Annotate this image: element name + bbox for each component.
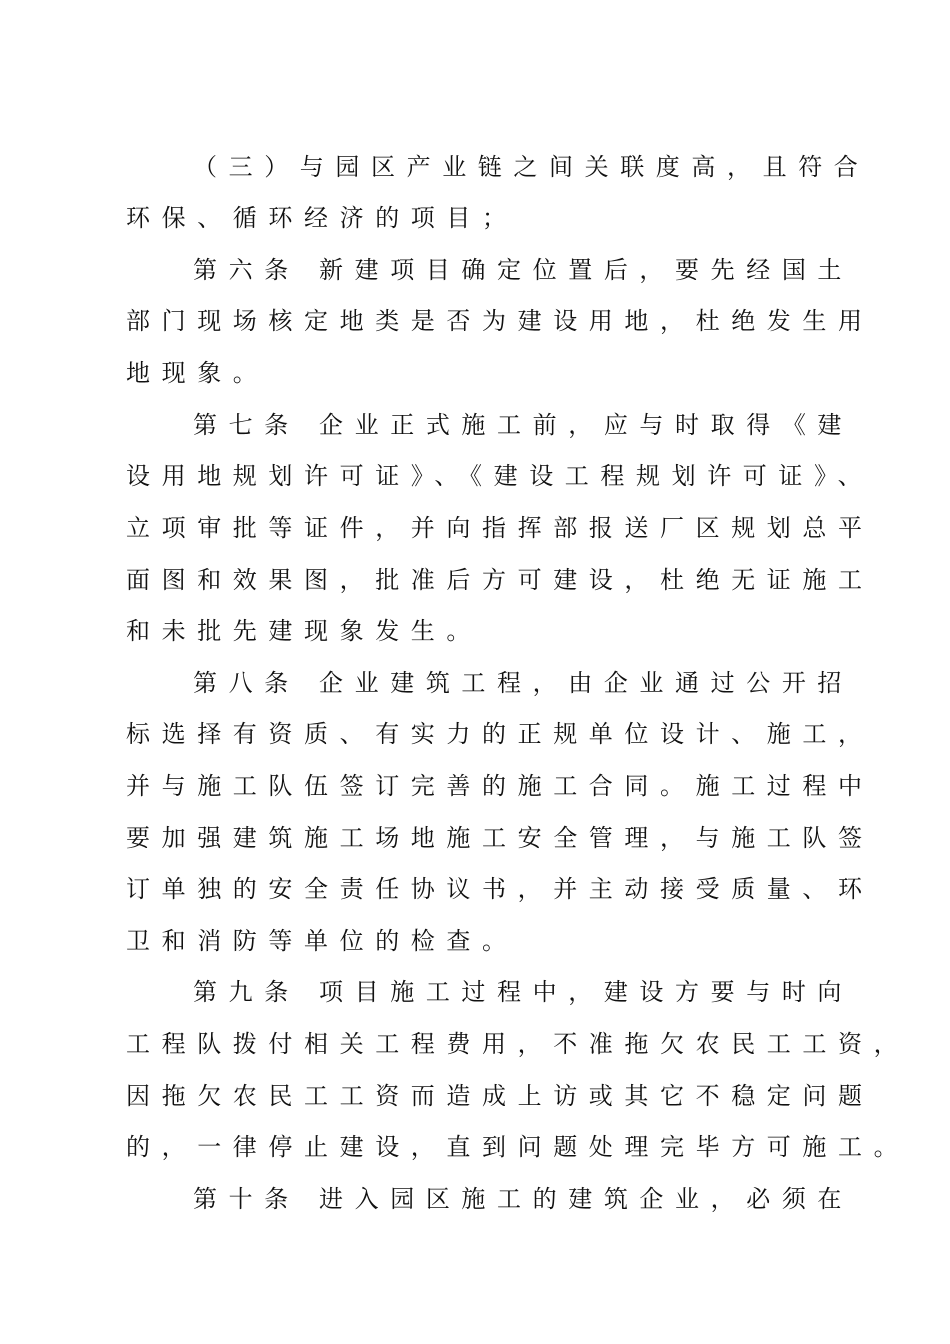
text-line: 订单独的安全责任协议书，并主动接受质量、环 [126, 875, 874, 903]
text-line: 地现象。 [126, 359, 269, 387]
text-line: 部门现场核定地类是否为建设用地，杜绝发生用 [126, 307, 874, 335]
text-line: 第十条 进入园区施工的建筑企业，必须在 [193, 1185, 854, 1213]
text-line: 的，一律停止建设，直到问题处理完毕方可施工。 [126, 1133, 910, 1161]
text-line: 和未批先建现象发生。 [126, 617, 482, 645]
text-line: 标选择有资质、有实力的正规单位设计、施工， [126, 720, 874, 748]
text-line: 第八条 企业建筑工程，由企业通过公开招 [193, 669, 854, 697]
text-line: （三）与园区产业链之间关联度高，且符合 [193, 153, 870, 181]
text-line: 设用地规划许可证》、《建设工程规划许可证》、 [126, 462, 874, 490]
text-line: 立项审批等证件，并向指挥部报送厂区规划总平 [126, 514, 874, 542]
text-line: 要加强建筑施工场地施工安全管理，与施工队签 [126, 824, 874, 852]
text-line: 因拖欠农民工工资而造成上访或其它不稳定问题 [126, 1082, 874, 1110]
text-line: 环保、循环经济的项目； [126, 204, 518, 232]
text-line: 面图和效果图，批准后方可建设，杜绝无证施工 [126, 566, 874, 594]
text-line: 第七条 企业正式施工前，应与时取得《建 [193, 411, 854, 439]
text-line: 工程队拨付相关工程费用，不准拖欠农民工工资， [126, 1030, 910, 1058]
text-line: 第九条 项目施工过程中，建设方要与时向 [193, 978, 854, 1006]
text-line: 卫和消防等单位的检查。 [126, 927, 518, 955]
text-line: 并与施工队伍签订完善的施工合同。施工过程中 [126, 772, 874, 800]
text-line: 第六条 新建项目确定位置后，要先经国土 [193, 256, 854, 284]
